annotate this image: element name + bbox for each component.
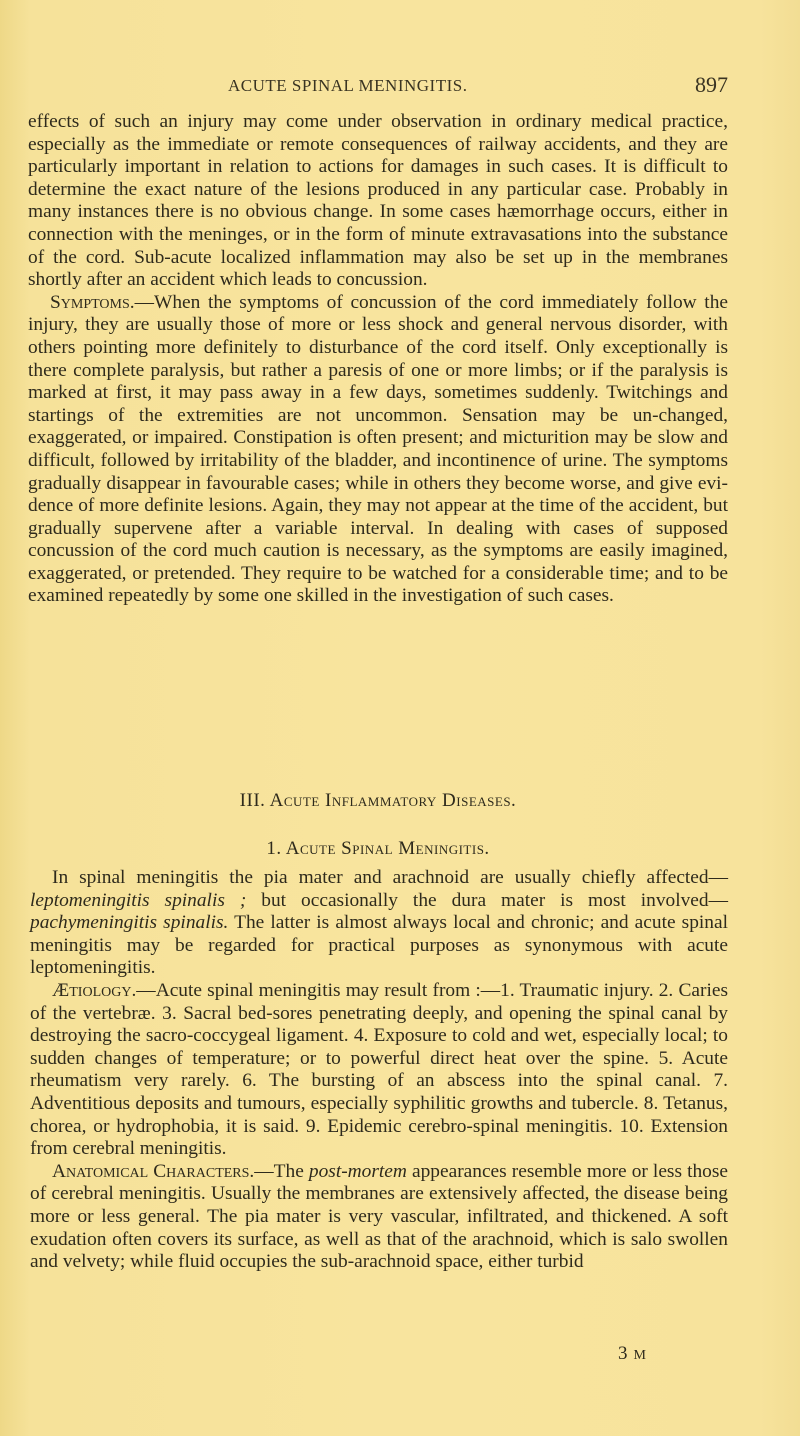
paragraph-intro <box>30 867 728 980</box>
part-heading: III. Acute Inflammatory Diseases. <box>239 790 517 811</box>
aetiology-text: —Acute spinal meningitis may result from :—1. Traumatic injury. 2. Caries of the vertebræ. 3. Sacral bed-sores penetrating deeply, and opening the spinal canal by destroying the sacro-coccygeal ligament. 4. Exposure to cold and wet, especially local; to sudden changes of temperature; or to powerful direct heat over the spine. 5. Acute rheumatism very rarely. 6. The bursting of an abscess into the spinal canal. 7. Adventitious deposits and tumours, especially syphilitic growths and tubercle. 8. Tetanus, chorea, or hydrophobia, it is said. 9. Epidemic cerebro-spinal meningitis. 10. Extension from cerebral meningitis. <box>30 979 728 1160</box>
symptoms-text: —When the symptoms of concussion of the cord immediately follow the injury, they are usually those of more or less shock and general nervous disorder, with others pointing more definitely to disturbance of the cord itself. Only exceptionally is there complete paralysis, but rather a paresis of one or more limbs; or if the paralysis is marked at first, it may pass away in a few days, sometimes suddenly. Twitchings and startings of the extremities are not uncommon. Sensation may be un-changed, exaggerated, or impaired. Constipation is often present; and micturition may be slow and difficult, followed by irritability of the bladder, and incontinence of urine. The symptoms gradually disappear in favourable cases; while in others they become worse, and give evi-dence of more definite lesions. Again, they may not appear at the time of the accident, but gradually supervene after a variable interval. In dealing with cases of supposed concussion of the cord much caution is necessary, as the symptoms are easily imagined, exaggerated, or pretended. They require to be watched for a considerable time; and to be examined repeatedly by some one skilled in the investigation of such cases. <box>28 291 728 607</box>
chapter-heading-container <box>28 838 728 860</box>
page-number: 897 <box>695 72 728 97</box>
concussion-section <box>28 111 728 608</box>
intro-text-c: The latter is almost always local and chronic; and acute spinal meningitis may be regarded for practical purposes as synonymous with acute leptomeningitis. <box>30 912 728 979</box>
part-heading-container <box>28 790 728 812</box>
meningitis-section <box>30 867 728 1274</box>
paragraph-anatomical <box>30 1161 728 1274</box>
chapter-heading: 1. Acute Spinal Meningitis. <box>266 838 490 859</box>
anatomical-text-b: appearances resemble more or less those of cerebral meningitis. Usually the membranes are extensively affected, the disease being more or less general. The pia mater is very vascular, infiltrated, and thickened. A soft exudation often covers its surface, as well as that of the arachnoid, which is salo swollen and velvety; while fluid occupies the sub-arachnoid space, either turbid <box>30 1160 729 1273</box>
paragraph-aetiology <box>30 980 728 1161</box>
signature-number: 3 <box>618 1343 634 1364</box>
anatomical-label: Anatomical Characters. <box>52 1160 255 1182</box>
signature-letter: M <box>633 1348 652 1363</box>
symptoms-label: Symptoms. <box>50 291 135 313</box>
anatomical-text-a: —The <box>254 1160 309 1182</box>
aetiology-label: Ætiology. <box>52 979 137 1001</box>
intro-text-a: In spinal meningitis the pia mater and arachnoid are usually chiefly affected— <box>52 867 728 888</box>
term-post-mortem: post-mortem <box>308 1160 407 1182</box>
intro-text-b: but occasionally the dura mater is most involved— <box>246 889 728 911</box>
running-title: ACUTE SPINAL MENINGITIS. <box>228 76 468 95</box>
term-pachymeningitis: pachymeningitis spinalis. <box>30 912 229 934</box>
signature-mark <box>618 1343 652 1365</box>
running-head <box>28 68 728 98</box>
paragraph-concussion-continued: effects of such an injury may come under observation in ordinary medical practice, especially as the immediate or remote consequences of railway accidents, and they are particularly important in relation to actions for damages in such cases. It is difficult to determine the exact nature of the lesions produced in any particular case. Probably in many instances there is no obvious change. In some cases hæmorrhage occurs, either in connection with the meninges, or in the form of minute extravasations into the substance of the cord. Sub-acute localized inflammation may also be set up in the membranes shortly after an accident which leads to concussion. <box>28 111 728 291</box>
paragraph-symptoms <box>28 292 728 608</box>
term-leptomeningitis: leptomeningitis spinalis ; <box>30 889 247 911</box>
